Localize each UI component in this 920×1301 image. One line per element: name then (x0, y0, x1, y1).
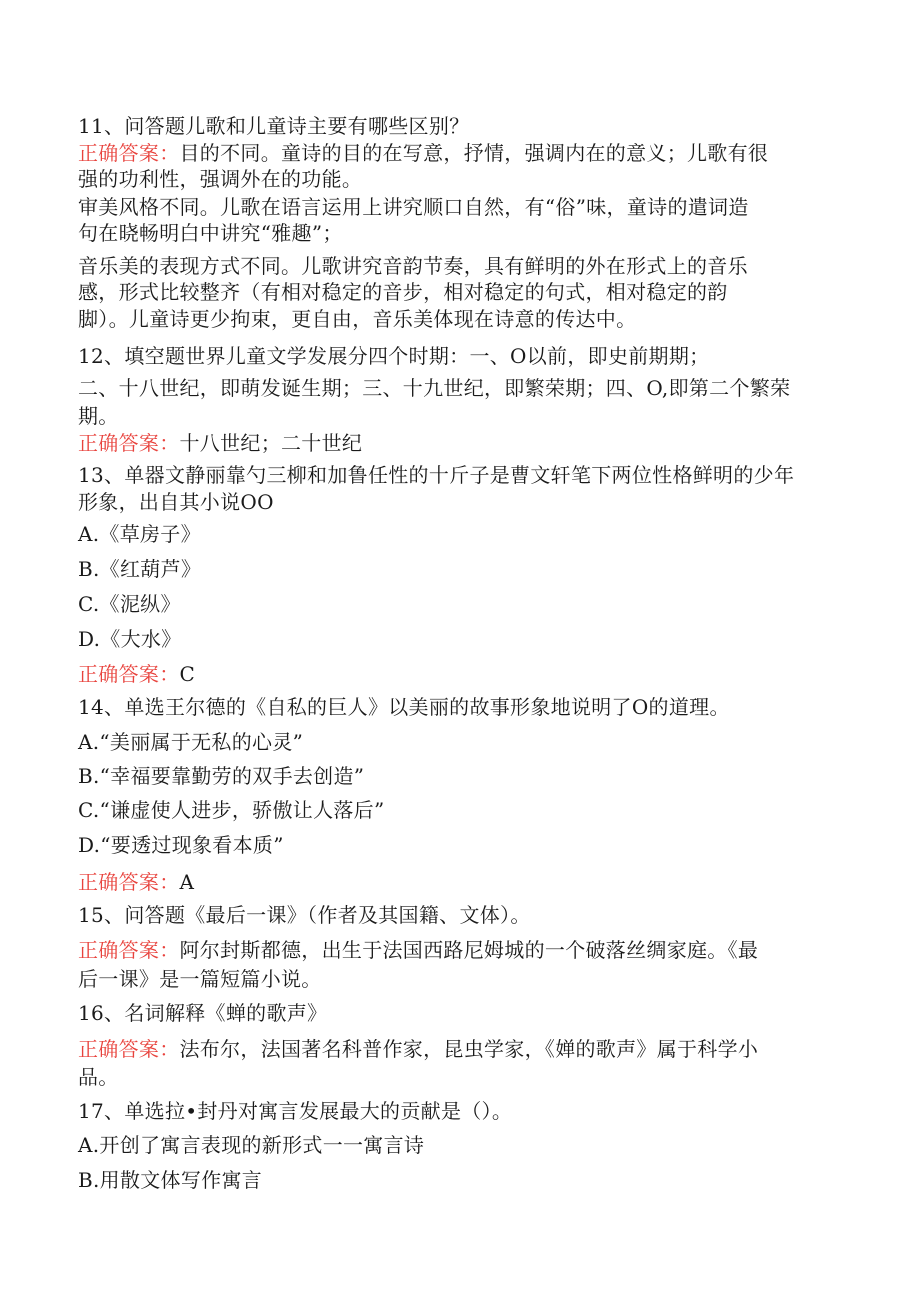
answer-text: 十八世纪；二十世纪 (179, 431, 363, 455)
answer-label: 正确答案： (78, 662, 180, 686)
option-13-a: A.《草房子》 (78, 522, 201, 546)
option-13-b: B.《红葫芦》 (78, 557, 202, 581)
answer-label: 正确答案： (78, 1037, 180, 1061)
answer-label: 正确答案： (78, 141, 180, 165)
answer-text: A (179, 870, 195, 894)
option-17-b: B.用散文体写作寓言 (78, 1168, 263, 1192)
option-13-c: C.《泥纵》 (78, 592, 181, 616)
answer-label: 正确答案： (78, 431, 180, 455)
question-16: 16、名词解释《蝉的歌声》 (78, 1001, 328, 1025)
question-17: 17、单选拉•封丹对寓言发展最大的贡献是（）。 (78, 1099, 513, 1123)
option-13-d: D.《大水》 (78, 627, 182, 651)
answer-15-line-1 (78, 937, 758, 963)
question-11: 11、问答题儿歌和儿童诗主要有哪些区别？ (78, 114, 470, 138)
answer-15-line-2: 后一课》是一篇短篇小说。 (78, 967, 322, 991)
question-15: 15、问答题《最后一课》（作者及其国籍、文体）。 (78, 903, 531, 927)
option-14-d: D.“要透过现象看本质” (78, 833, 284, 857)
answer-11-line-4: 句在晓畅明白中讲究“雅趣”； (78, 221, 343, 245)
answer-label: 正确答案： (78, 870, 180, 894)
answer-11-line-2: 强的功利性，强调外在的功能。 (78, 167, 363, 191)
option-17-a: A.开创了寓言表现的新形式一一寓言诗 (78, 1133, 425, 1157)
answer-text: 目的不同。童诗的目的在写意，抒情，强调内在的意义；儿歌有很 (179, 141, 769, 165)
question-13-line-2: 形象，出自其小说OO (78, 490, 274, 514)
answer-11-line-3: 审美风格不同。儿歌在语言运用上讲究顺口自然，有“俗”味，童诗的遣词造 (78, 195, 749, 219)
question-12-line-3: 期。 (78, 404, 119, 428)
answer-text: C (179, 662, 196, 686)
option-14-a: A.“美丽属于无私的心灵” (78, 730, 304, 754)
option-14-b: B.“幸福要靠勤劳的双手去创造” (78, 764, 365, 788)
answer-16-line-1 (78, 1036, 758, 1062)
answer-16-line-2: 品。 (78, 1065, 119, 1089)
answer-11-line-5: 音乐美的表现方式不同。儿歌讲究音韵节奏，具有鲜明的外在形式上的音乐 (78, 254, 748, 278)
answer-text: 阿尔封斯都德，出生于法国西路尼姆城的一个破落丝绸家庭。《最 (179, 938, 759, 962)
question-13-line-1: 13、单器文静丽靠勺三柳和加鲁任性的十斤子是曹文轩笔下两位性格鲜明的少年 (78, 463, 795, 487)
question-12-line-1: 12、填空题世界儿童文学发展分四个时期：一、O以前，即史前期期； (78, 344, 710, 368)
question-14: 14、单选王尔德的《自私的巨人》以美丽的故事形象地说明了O的道理。 (78, 695, 730, 719)
option-14-c: C.“谦虚使人进步，骄傲让人落后” (78, 798, 385, 822)
answer-label: 正确答案： (78, 938, 180, 962)
question-12-line-2: 二、十八世纪，即萌发诞生期；三、十九世纪，即繁荣期；四、O,即第二个繁荣 (78, 376, 791, 400)
answer-14 (78, 869, 194, 895)
answer-12 (78, 430, 362, 456)
answer-11-line-1 (78, 140, 768, 166)
answer-11-line-7: 脚）。儿童诗更少拘束，更自由，音乐美体现在诗意的传达中。 (78, 307, 637, 331)
answer-text: 法布尔，法国著名科普作家，昆虫学家，《婵的歌声》属于科学小 (179, 1037, 759, 1061)
answer-13 (78, 661, 195, 687)
answer-11-line-6: 感，形式比较整齐（有相对稳定的音步，相对稳定的句式，相对稳定的韵 (78, 280, 728, 304)
